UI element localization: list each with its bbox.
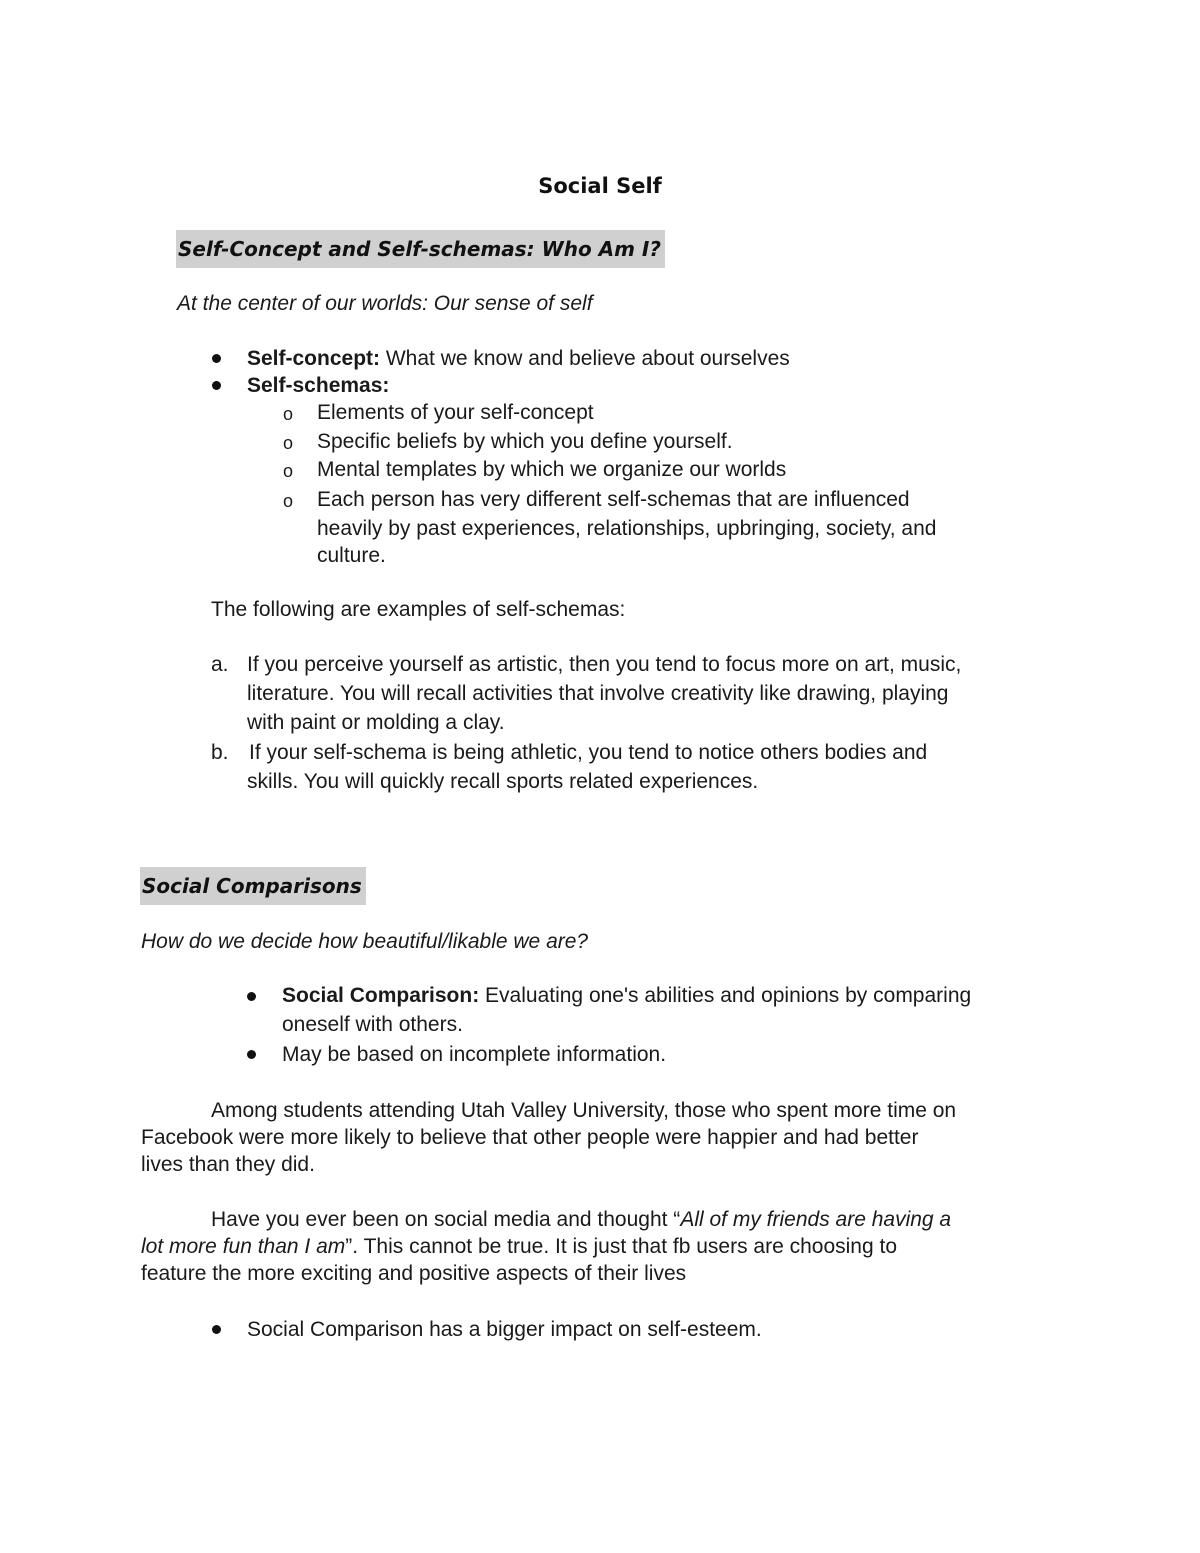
examples-intro: The following are examples of self-schemas:	[211, 598, 626, 621]
quote-text: lot more fun than I am	[141, 1235, 346, 1258]
sub-bullet-marker: o	[283, 404, 294, 424]
bullet-icon	[212, 1325, 221, 1334]
bullet-term: Self-concept:	[247, 347, 381, 370]
example-line: literature. You will recall activities that involve creativity like drawing, playing	[247, 682, 949, 705]
sub-bullet-item: Each person has very different self-schemas that are influenced	[317, 488, 910, 511]
paragraph-text: Have you ever been on social media and thought “	[211, 1208, 681, 1231]
section-intro: How do we decide how beautiful/likable we are?	[141, 930, 589, 953]
example-line: with paint or molding a clay.	[247, 711, 505, 734]
example-marker: a.	[211, 653, 229, 676]
sub-bullet-item: Specific beliefs by which you define yourself.	[317, 430, 733, 453]
quote-text: All of my friends are having a	[680, 1208, 952, 1231]
paragraph-text: ”. This cannot be true. It is just that fb users are choosing to	[345, 1235, 898, 1258]
bullet-social-comparison	[282, 982, 971, 1010]
bullet-text-continued: oneself with others.	[282, 1013, 463, 1036]
sub-bullet-marker: o	[283, 461, 294, 481]
section-heading-social-comparisons: Social Comparisons	[140, 867, 366, 905]
sub-bullet-item: Mental templates by which we organize our worlds	[317, 458, 787, 481]
section-intro: At the center of our worlds: Our sense of self	[177, 292, 593, 315]
sub-bullet-item-continued: heavily by past experiences, relationships, upbringing, society, and	[317, 517, 937, 540]
bullet-term: Self-schemas:	[247, 374, 390, 397]
paragraph-line	[141, 1233, 897, 1261]
example-line: skills. You will quickly recall sports related experiences.	[247, 770, 759, 793]
bullet-incomplete-info: May be based on incomplete information.	[282, 1043, 667, 1066]
section-heading-self-concept: Self-Concept and Self-schemas: Who Am I?	[176, 230, 665, 268]
sub-bullet-item-continued: culture.	[317, 544, 386, 567]
bullet-term: Social Comparison:	[282, 984, 480, 1007]
paragraph-line: feature the more exciting and positive aspects of their lives	[141, 1262, 687, 1285]
sub-bullet-marker: o	[283, 491, 294, 511]
bullet-icon	[212, 354, 221, 363]
paragraph-line: Facebook were more likely to believe that other people were happier and had better	[141, 1126, 919, 1149]
paragraph-line: lives than they did.	[141, 1153, 315, 1176]
bullet-icon	[247, 1050, 256, 1059]
bullet-text: Evaluating one's abilities and opinions by comparing	[479, 984, 972, 1007]
bullet-text: What we know and believe about ourselves	[380, 347, 790, 370]
example-marker: b.	[211, 741, 229, 764]
example-line: If your self-schema is being athletic, you tend to notice others bodies and	[249, 741, 928, 764]
page-title: Social Self	[538, 174, 662, 198]
bullet-self-schemas	[247, 372, 389, 400]
example-line: If you perceive yourself as artistic, then you tend to focus more on art, music,	[247, 653, 962, 676]
paragraph-line	[211, 1206, 951, 1234]
bullet-self-esteem: Social Comparison has a bigger impact on self-esteem.	[247, 1318, 762, 1341]
bullet-icon	[212, 381, 221, 390]
bullet-icon	[247, 992, 256, 1001]
bullet-self-concept	[247, 345, 790, 373]
sub-bullet-item: Elements of your self-concept	[317, 401, 594, 424]
sub-bullet-marker: o	[283, 433, 294, 453]
paragraph-line: Among students attending Utah Valley University, those who spent more time on	[211, 1099, 957, 1122]
